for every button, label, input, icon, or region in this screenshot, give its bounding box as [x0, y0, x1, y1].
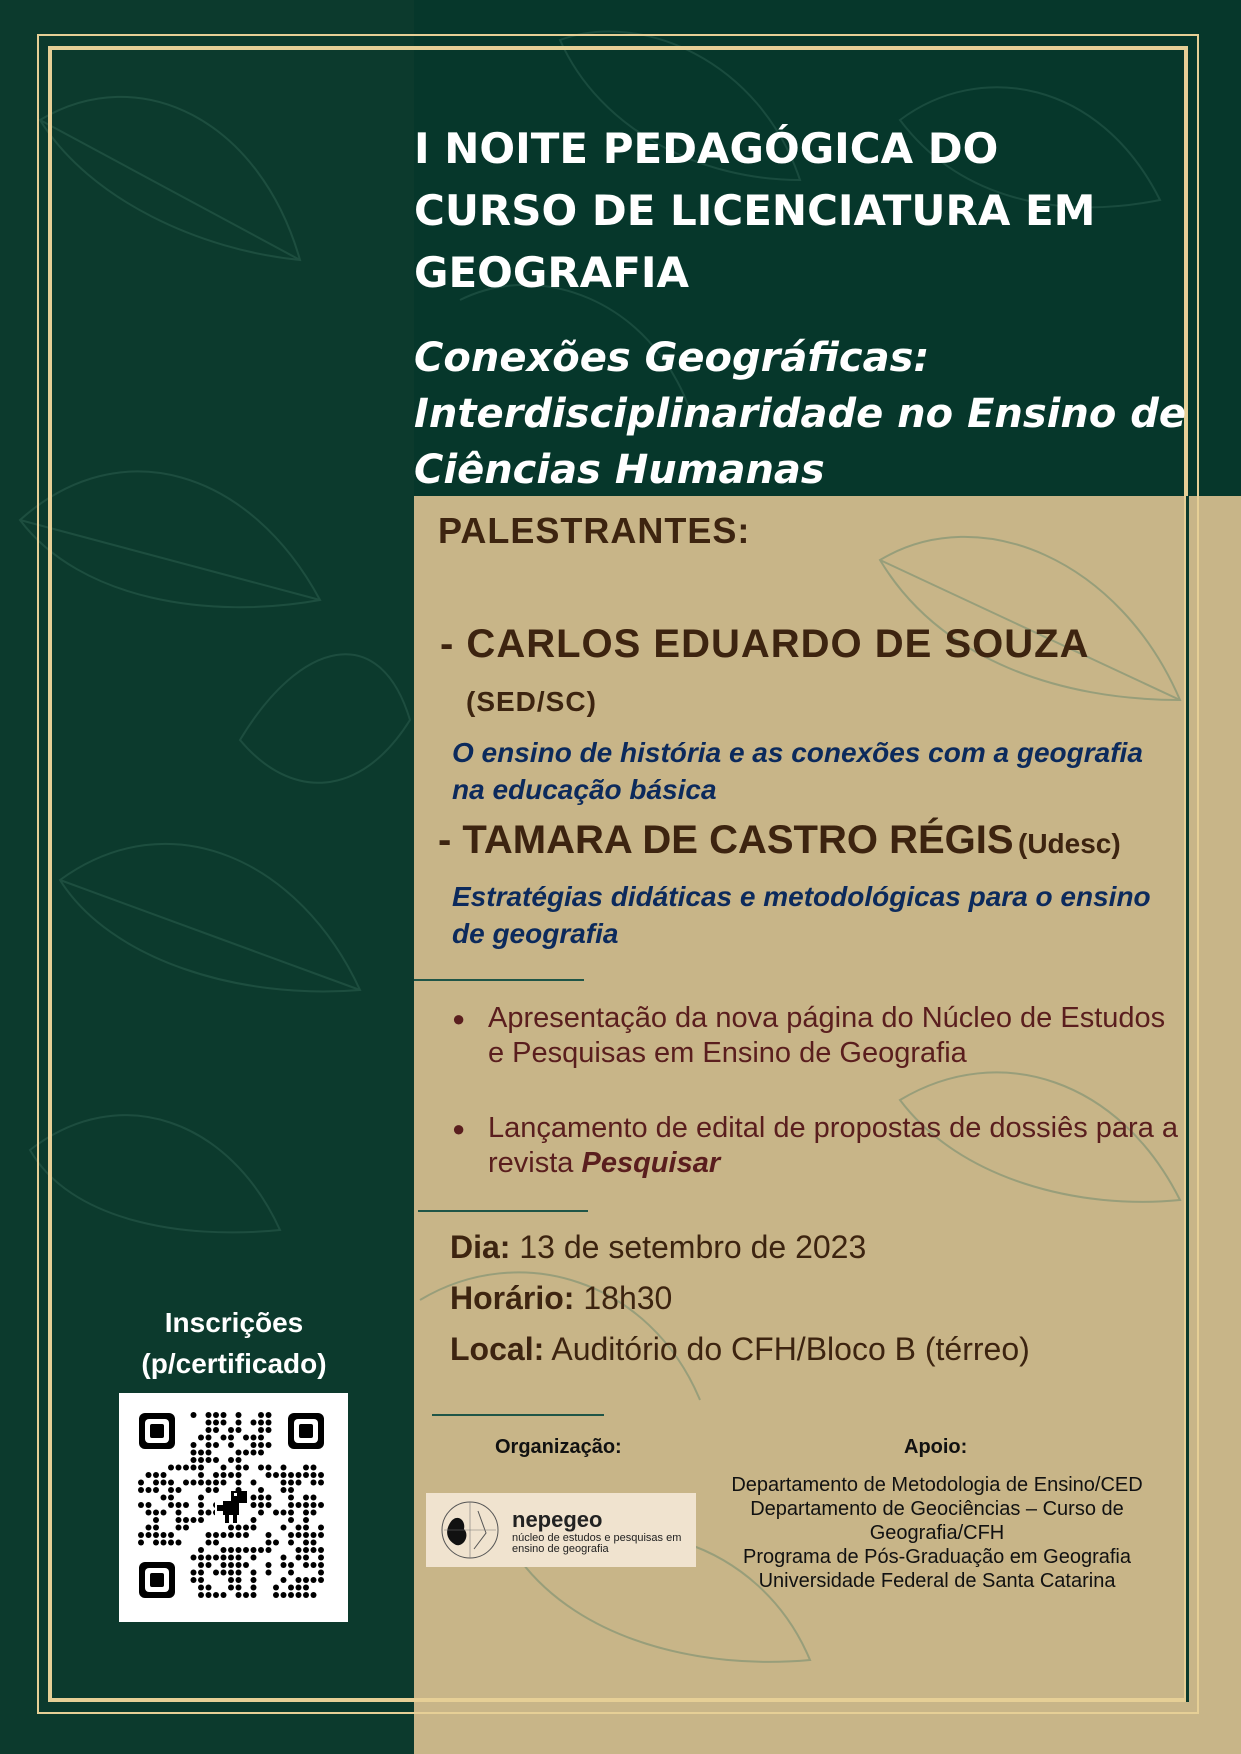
journal-name: Pesquisar	[581, 1147, 721, 1179]
bullet-icon: ●	[452, 1116, 466, 1141]
qr-code-icon	[119, 1393, 348, 1622]
registration-label-line-1: Inscrições	[164, 1307, 304, 1338]
registration-label	[100, 1302, 368, 1384]
dino-icon	[215, 1491, 249, 1523]
logo-name: nepegeo	[512, 1507, 603, 1532]
support-line: Universidade Federal de Santa Catarina	[758, 1570, 1116, 1592]
registration-label-line-2: (p/certificado)	[141, 1348, 327, 1379]
speaker-1-talk: O ensino de história e as conexões com a geografia na educação básica	[452, 737, 1143, 805]
speakers-heading: PALESTRANTES:	[438, 510, 751, 551]
activity-text	[488, 1111, 1188, 1181]
time-label: Horário:	[450, 1280, 575, 1316]
frame-line	[1186, 496, 1189, 1702]
globe-icon	[430, 1493, 510, 1567]
event-place	[450, 1331, 1030, 1368]
event-title: I NOITE PEDAGÓGICA DO CURSO DE LICENCIATURA EM GEOGRAFIA	[414, 124, 1096, 297]
date-value: 13 de setembro de 2023	[519, 1229, 867, 1265]
activity-text: Apresentação da nova página do Núcleo de Estudos e Pesquisas em Ensino de Geografia	[488, 1002, 1166, 1069]
speaker-2	[438, 818, 1121, 863]
organization-label: Organização:	[495, 1436, 622, 1458]
support-label: Apoio:	[904, 1436, 968, 1458]
place-label: Local:	[450, 1331, 545, 1367]
speaker-2-affiliation: (Udesc)	[1018, 828, 1121, 859]
support-line: Programa de Pós-Graduação em Geografia	[743, 1546, 1131, 1568]
speaker-2-name: - TAMARA DE CASTRO RÉGIS	[438, 818, 1014, 862]
support-list	[714, 1473, 1160, 1593]
registration-qr-code[interactable]	[119, 1393, 348, 1622]
place-value: Auditório do CFH/Bloco B (térreo)	[551, 1331, 1030, 1367]
activity-text-main: Lançamento de edital de propostas de dossiês para a revista	[488, 1112, 1179, 1179]
speaker-1-name: - CARLOS EDUARDO DE SOUZA	[440, 622, 1090, 666]
divider	[418, 1210, 588, 1212]
date-label: Dia:	[450, 1229, 511, 1265]
divider	[432, 1414, 604, 1416]
speaker-1-affiliation: (SED/SC)	[466, 686, 597, 717]
speaker-2-talk: Estratégias didáticas e metodológicas para o ensino de geografia	[452, 881, 1151, 949]
logo-tagline: núcleo de estudos e pesquisas em ensino de geografia	[512, 1532, 682, 1555]
support-line: Departamento de Geociências – Curso de Geografia/CFH	[750, 1498, 1124, 1544]
time-value: 18h30	[583, 1280, 673, 1316]
nepegeo-logo	[426, 1493, 696, 1567]
bullet-icon: ●	[452, 1006, 466, 1031]
event-time	[450, 1280, 672, 1317]
event-date	[450, 1229, 866, 1266]
divider	[414, 979, 584, 981]
event-subtitle: Conexões Geográficas: Interdisciplinaridade no Ensino de Ciências Humanas	[414, 335, 1187, 493]
support-line: Departamento de Metodologia de Ensino/CED	[731, 1474, 1143, 1496]
